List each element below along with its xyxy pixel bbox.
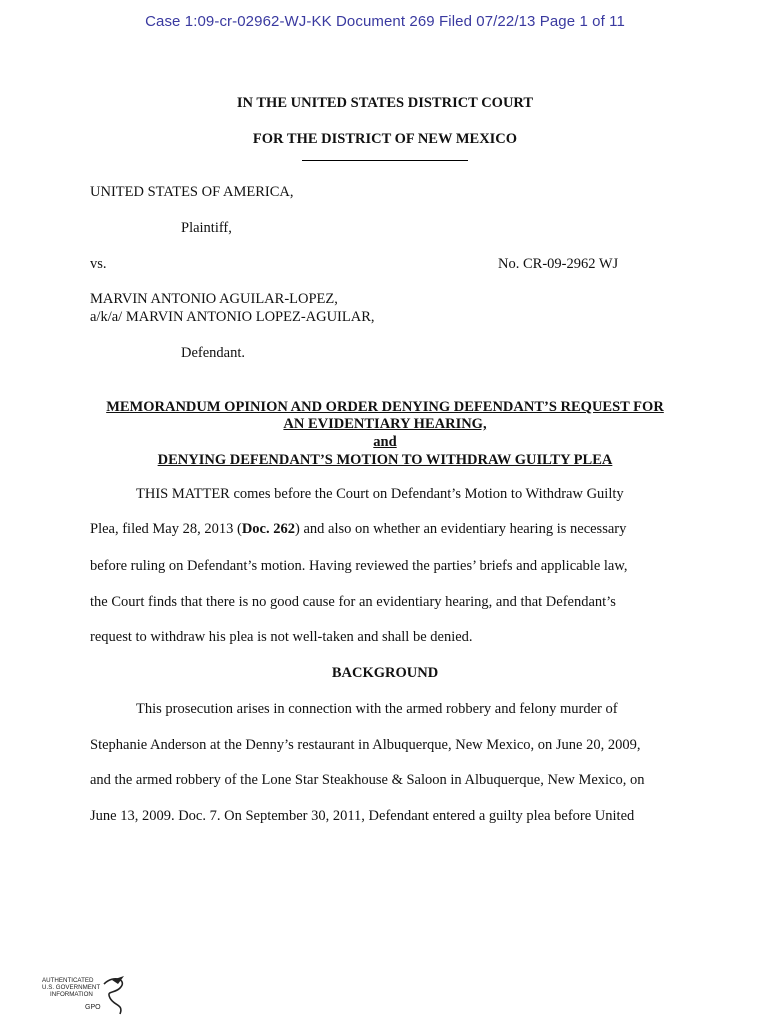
title-line-3: and — [373, 434, 397, 450]
background-line-4: June 13, 2009. Doc. 7. On September 30, 2011, Defendant entered a guilty plea before United — [90, 808, 635, 824]
intro-line-5: request to withdraw his plea is not well-taken and shall be denied. — [90, 629, 473, 645]
background-line-3: and the armed robbery of the Lone Star Steakhouse & Saloon in Albuquerque, New Mexico, on — [90, 772, 645, 788]
versus-label: vs. — [90, 256, 107, 272]
seal-line-2: U.S. GOVERNMENT — [42, 984, 101, 991]
plaintiff-role: Plaintiff, — [181, 220, 232, 236]
defendant-name: MARVIN ANTONIO AGUILAR-LOPEZ, — [90, 291, 338, 307]
eagle-swoosh-icon — [104, 979, 122, 1014]
intro-line-3: before ruling on Defendant’s motion. Having reviewed the parties’ briefs and applicable law, — [90, 558, 628, 574]
title-line-1: MEMORANDUM OPINION AND ORDER DENYING DEFENDANT’S REQUEST FOR — [106, 399, 664, 415]
court-district: FOR THE DISTRICT OF NEW MEXICO — [252, 131, 518, 147]
background-line-2: Stephanie Anderson at the Denny’s restaurant in Albuquerque, New Mexico, on June 20, 2009, — [90, 737, 641, 753]
seal-line-1: AUTHENTICATED — [42, 977, 94, 984]
intro-line-2a: Plea, filed May 28, 2013 ( — [90, 521, 242, 537]
title-line-4: DENYING DEFENDANT’S MOTION TO WITHDRAW GUILTY PLEA — [157, 452, 613, 468]
court-name: IN THE UNITED STATES DISTRICT COURT — [236, 95, 534, 111]
caption-divider — [302, 160, 468, 161]
doc-citation: Doc. 262 — [241, 521, 295, 537]
case-number: No. CR-09-2962 WJ — [498, 256, 619, 272]
seal-line-4: GPO — [85, 1004, 101, 1011]
defendant-role: Defendant. — [181, 345, 246, 361]
defendant-alias: a/k/a/ MARVIN ANTONIO LOPEZ-AGUILAR, — [90, 309, 375, 325]
intro-line-4: the Court finds that there is no good cause for an evidentiary hearing, and that Defendant’s — [90, 594, 616, 610]
title-line-2: AN EVIDENTIARY HEARING, — [283, 416, 487, 432]
plaintiff-name: UNITED STATES OF AMERICA, — [90, 184, 294, 200]
gpo-authenticated-seal — [40, 970, 130, 1018]
background-line-1: This prosecution arises in connection with the armed robbery and felony murder of — [136, 701, 618, 717]
seal-line-3: INFORMATION — [50, 991, 93, 998]
case-header-stamp: Case 1:09-cr-02962-WJ-KK Document 269 Filed 07/22/13 Page 1 of 11 — [145, 13, 625, 30]
background-heading: BACKGROUND — [331, 665, 439, 681]
intro-line-1: THIS MATTER comes before the Court on Defendant’s Motion to Withdraw Guilty — [136, 486, 624, 502]
intro-line-2 — [90, 521, 626, 538]
intro-line-2c: ) and also on whether an evidentiary hearing is necessary — [295, 521, 627, 537]
